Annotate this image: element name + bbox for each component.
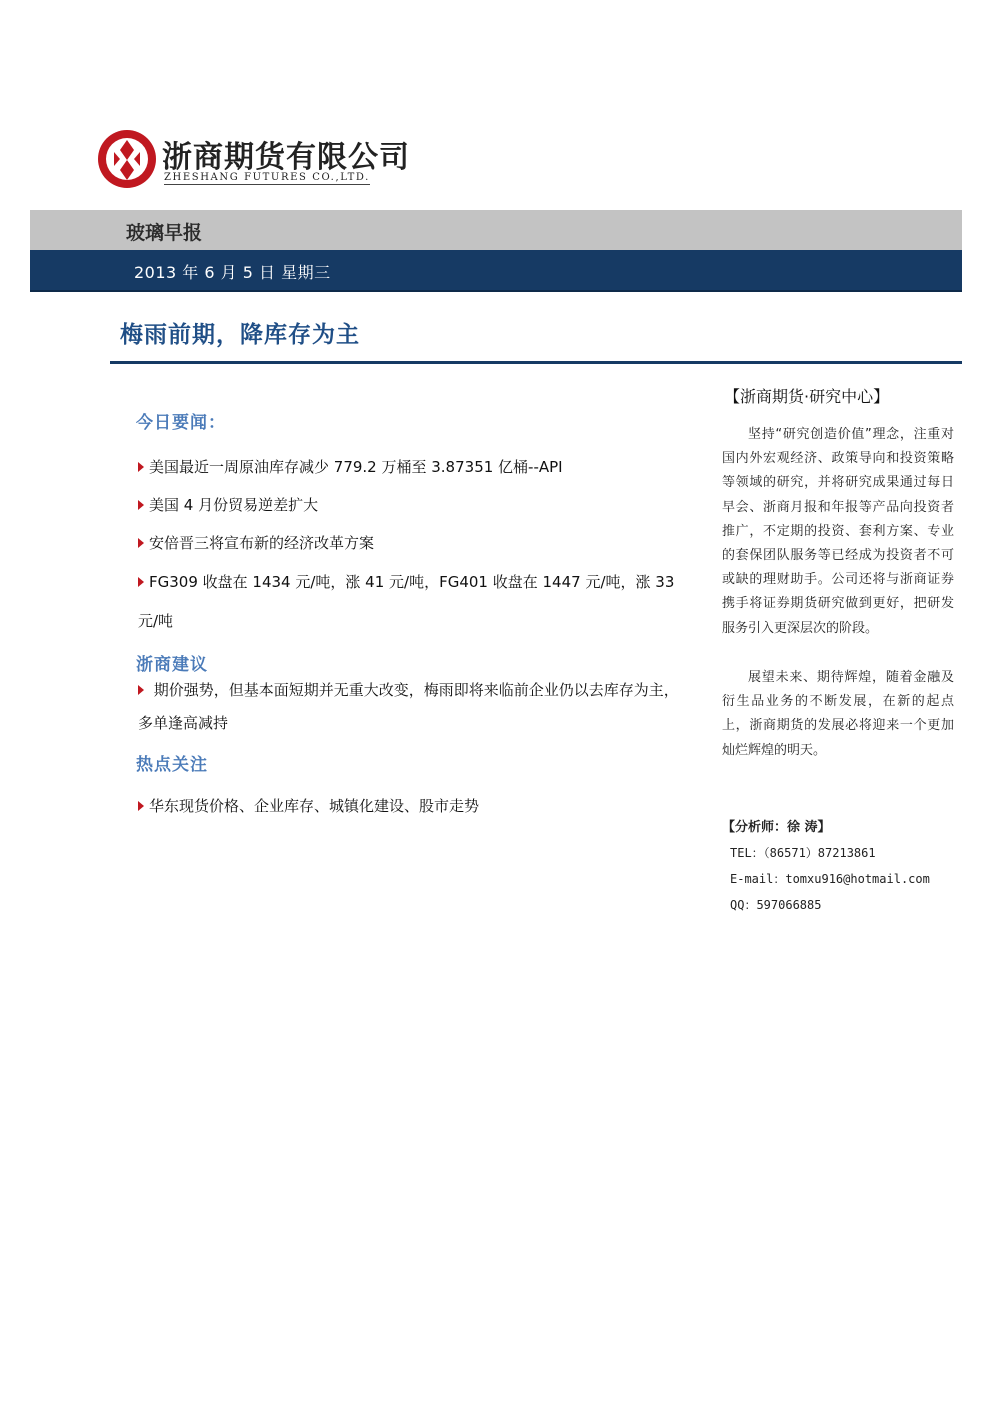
report-date-band: [30, 250, 962, 292]
analyst-name: 【分析师：徐 涛】: [722, 820, 831, 835]
company-logo: [96, 128, 410, 192]
company-name-cn: 浙商期货有限公司: [162, 140, 410, 175]
bullet-arrow-icon: [138, 500, 144, 510]
focus-section-title: 热点关注: [136, 755, 208, 775]
report-date: 2013 年 6 月 5 日 星期三: [134, 263, 331, 282]
sidebar-title: 【浙商期货·研究中心】: [724, 387, 890, 406]
advice-item: 期价强势，但基本面短期并无重大改变，梅雨即将来临前企业仍以去库存为主，多单逢高减持: [138, 681, 679, 732]
advice-section-title: 浙商建议: [136, 655, 208, 675]
bullet-arrow-icon: [138, 577, 144, 587]
company-name-en: ZHESHANG FUTURES CO.,LTD.: [164, 172, 370, 183]
bullet-arrow-icon: [138, 685, 144, 695]
headline-divider: [110, 361, 962, 364]
news-item: 美国最近一周原油库存减少 779.2 万桶至 3.87351 亿桶--API: [138, 448, 690, 487]
analyst-tel: TEL：（86571）87213861: [730, 846, 876, 860]
report-type: 玻璃早报: [126, 222, 203, 244]
analyst-qq: QQ：597066885: [730, 898, 822, 912]
bullet-arrow-icon: [138, 538, 144, 548]
news-item: FG309 收盘在 1434 元/吨，涨 41 元/吨，FG401 收盘在 1447 元/吨，涨 33 元/吨: [138, 573, 675, 630]
sidebar-outlook-paragraph: 展望未来、期待辉煌，随着金融及衍生品业务的不断发展，在新的起点上，浙商期货的发展必将迎来一个更加灿烂辉煌的明天。: [722, 670, 954, 758]
zheshang-logo-icon: [96, 128, 158, 190]
sidebar-intro-paragraph: 坚持“研究创造价值”理念，注重对国内外宏观经济、政策导向和投资策略等领域的研究，并将研究成果通过每日早会、浙商月报和年报等产品向投资者推广，不定期的投资、套利方案、专业的套保团队服务等已经成为投资者不可或缺的理财助手。公司还将与浙商证券携手将证券期货研究做到更好，把研发服务引入更深层次的阶段。: [722, 427, 954, 636]
logo-divider: [164, 184, 370, 185]
report-headline: 梅雨前期，降库存为主: [120, 322, 360, 348]
news-section-title: 今日要闻：: [136, 413, 226, 433]
report-type-band: [30, 210, 962, 250]
news-item: 安倍晋三将宣布新的经济改革方案: [138, 524, 690, 563]
bullet-arrow-icon: [138, 801, 144, 811]
bullet-arrow-icon: [138, 462, 144, 472]
focus-item: 华东现货价格、企业库存、城镇化建设、股市走势: [138, 787, 690, 826]
news-item: 美国 4 月份贸易逆差扩大: [138, 486, 690, 525]
analyst-email: E-mail：tomxu916@hotmail.com: [730, 872, 930, 886]
